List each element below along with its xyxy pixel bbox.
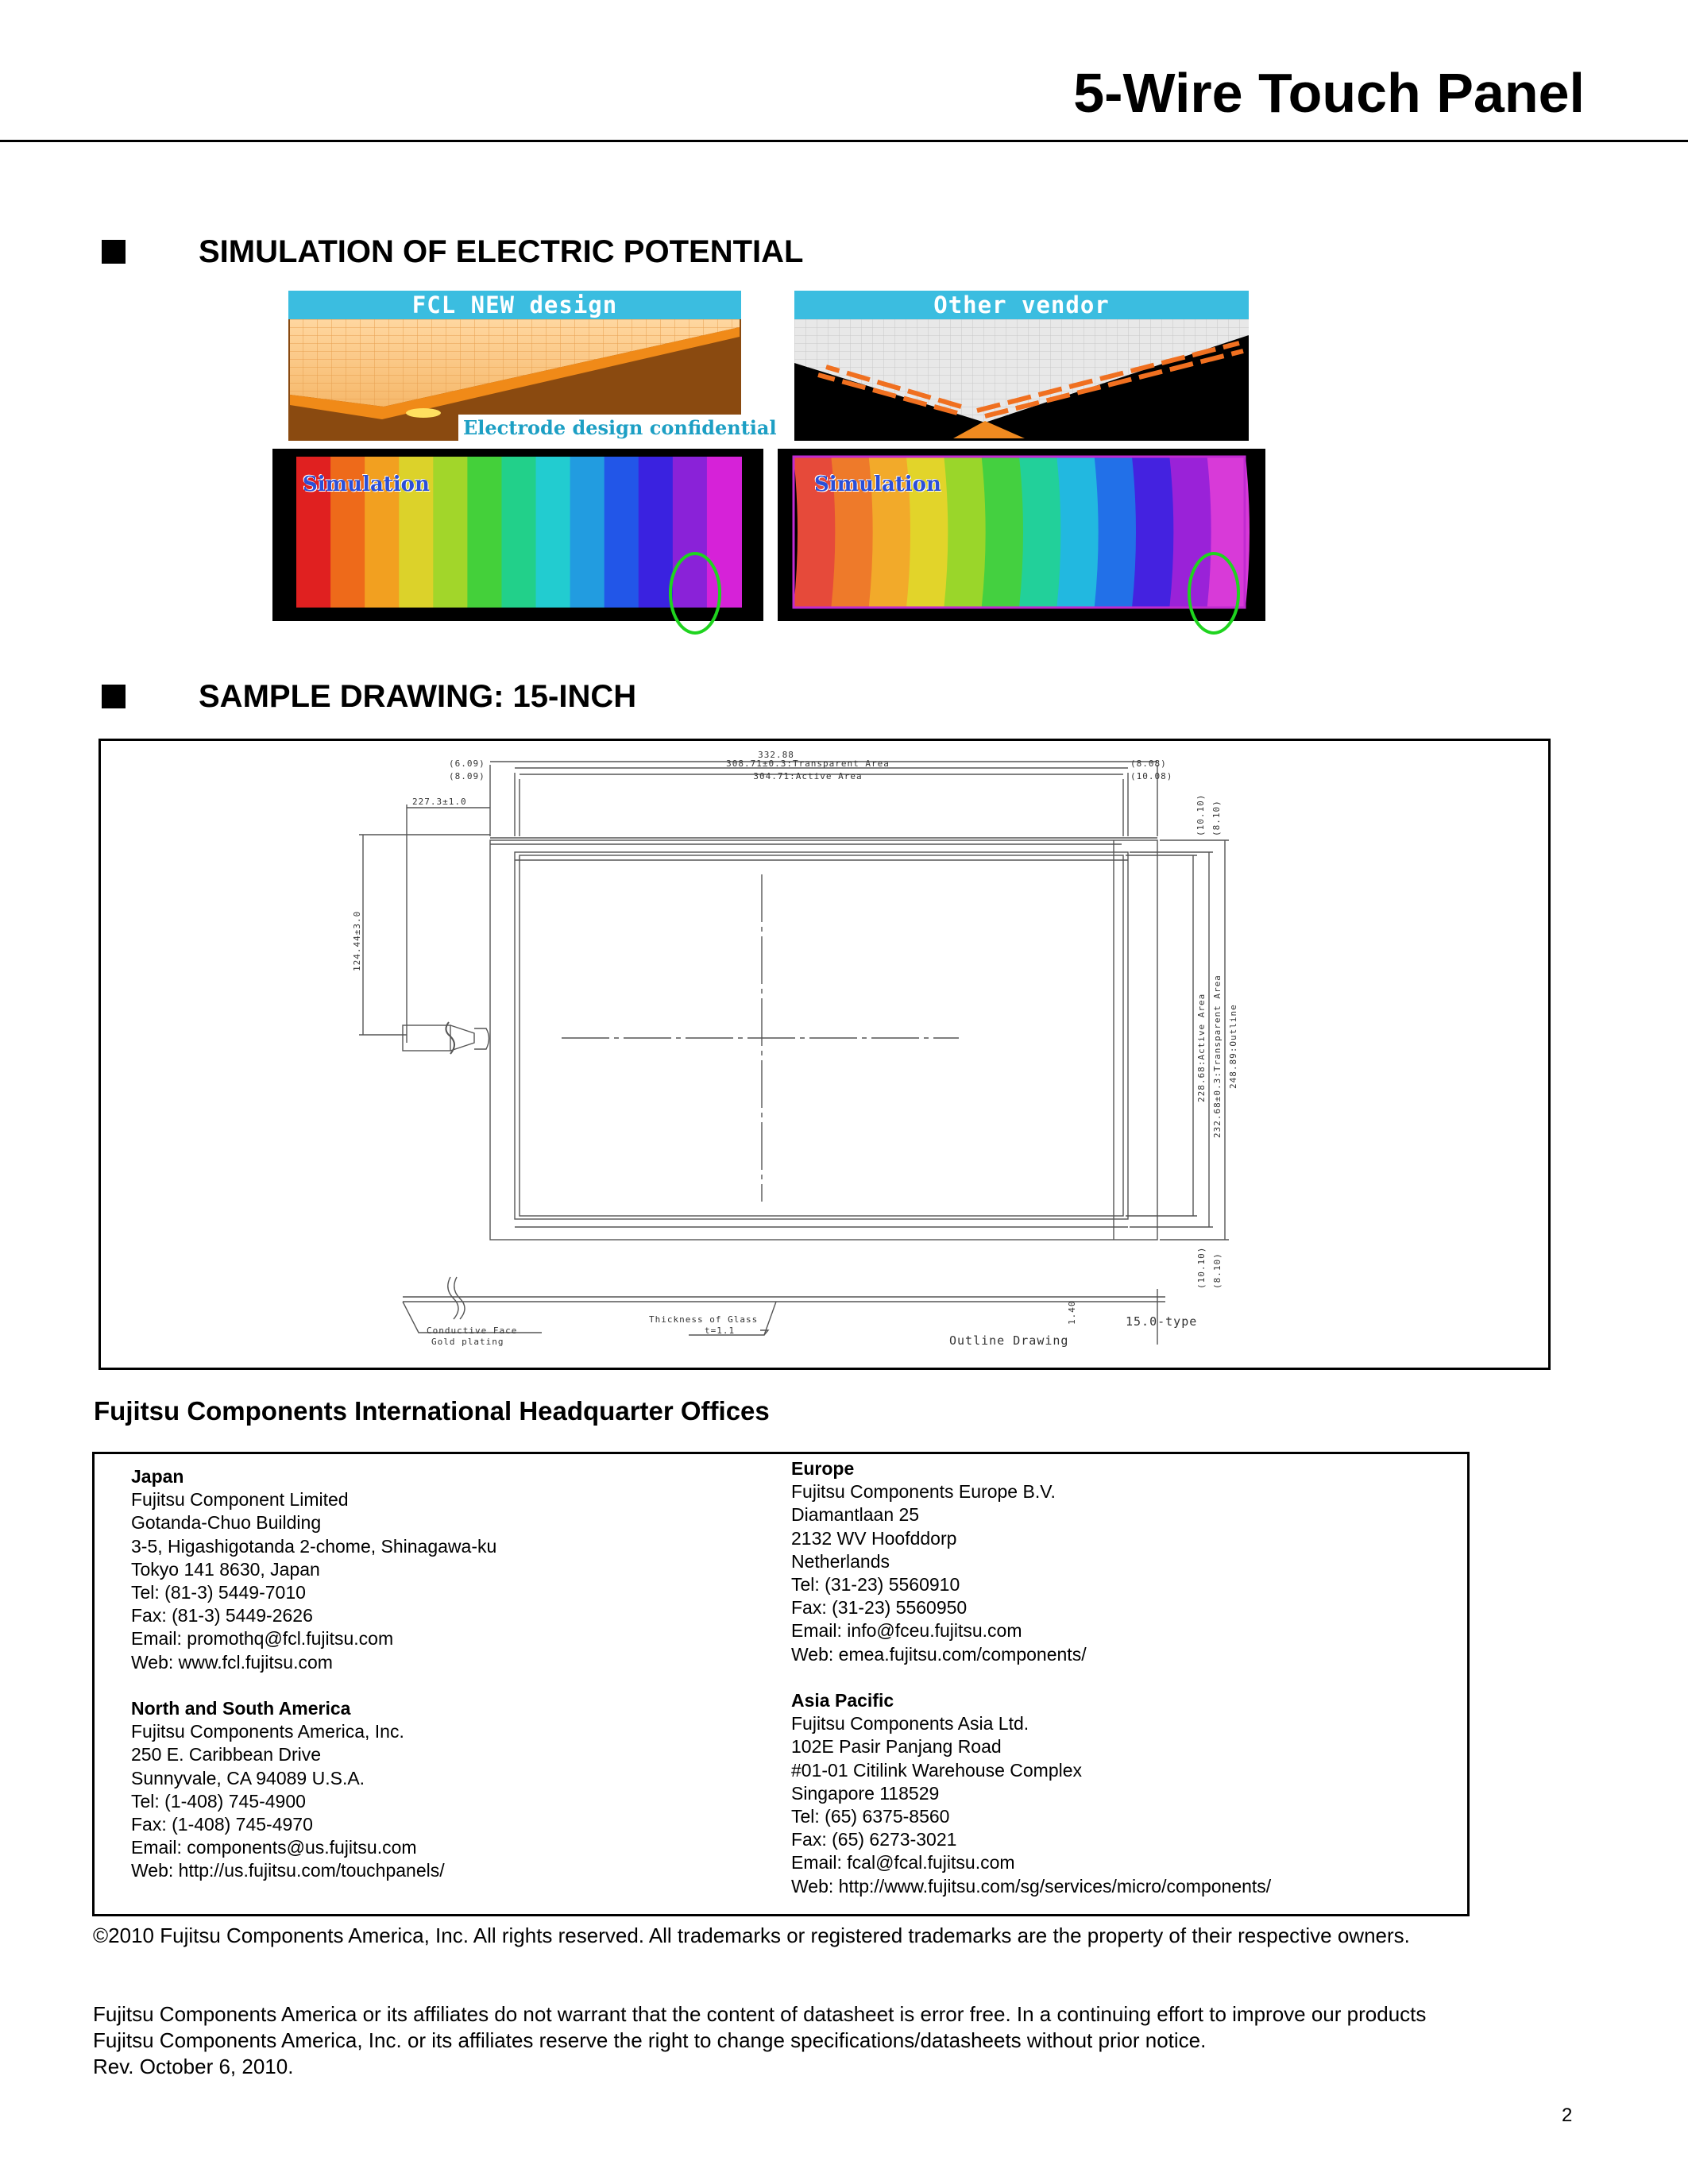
dim-outline-height: 248.89:Outline [1228, 1004, 1238, 1089]
america-line: Sunnyvale, CA 94089 U.S.A. [131, 1767, 365, 1788]
japan-web: Web: www.fcl.fujitsu.com [131, 1651, 333, 1673]
japan-line: Gotanda-Chuo Building [131, 1512, 322, 1534]
potential-band [1095, 457, 1137, 608]
outline-drawing [101, 741, 1548, 1368]
dim-tail-length: 227.3±1.0 [412, 797, 467, 807]
asia-line: Fax: (65) 6273-3021 [791, 1829, 957, 1850]
potential-band [467, 457, 502, 608]
asia-line: Singapore 118529 [791, 1782, 940, 1804]
page-number: 2 [1562, 2105, 1573, 2126]
other-vendor-electrode-image [794, 291, 1249, 441]
dim-left-bottom: (8.09) [449, 771, 485, 781]
america-line: Tel: (1-408) 745-4900 [131, 1790, 306, 1812]
other-vendor-label-bar: Other vendor [794, 291, 1249, 319]
america-line: Fujitsu Components America, Inc. [131, 1721, 404, 1742]
asia-web: Web: http://www.fujitsu.com/sg/services/micro/components/ [791, 1875, 1272, 1897]
europe-email: Email: info@fceu.fujitsu.com [791, 1620, 1022, 1642]
potential-band [1019, 457, 1061, 608]
label-conductive-face: Conductive Face [427, 1325, 518, 1336]
japan-line: Tokyo 141 8630, Japan [131, 1558, 320, 1580]
potential-band [570, 457, 605, 608]
fcl-simulation-label: Simulation [303, 473, 430, 496]
japan-line: Fax: (81-3) 5449-2626 [131, 1605, 313, 1626]
dim-active-height: 228.68:Active Area [1196, 993, 1207, 1102]
japan-line: 3-5, Higashigotanda 2-chome, Shinagawa-ku [131, 1535, 497, 1557]
label-thickness-value: t=1.1 [705, 1325, 736, 1336]
region-asia: Asia Pacific [791, 1690, 894, 1711]
region-america: North and South America [131, 1698, 351, 1719]
america-line: 250 E. Caribbean Drive [131, 1744, 322, 1765]
section-bullet-icon [102, 240, 126, 264]
dim-top-gap-2: (8.10) [1211, 800, 1222, 836]
asia-line: 102E Pasir Panjang Road [791, 1736, 1002, 1758]
dim-bottom-gap-1: (10.10) [1196, 1246, 1207, 1289]
potential-band [605, 457, 639, 608]
region-europe: Europe [791, 1458, 855, 1479]
dim-left-top: (6.09) [449, 758, 485, 769]
drawing-heading: SAMPLE DRAWING: 15-INCH [199, 679, 637, 714]
label-thickness-glass: Thickness of Glass [649, 1314, 759, 1325]
other-vendor-corner-render [794, 319, 1249, 441]
copyright-notice: ©2010 Fujitsu Components America, Inc. All rights reserved. All trademarks or registered trademarks are the property of their respective owners. [93, 1924, 1410, 1947]
label-gold-plating: Gold plating [431, 1337, 504, 1347]
simulation-heading: SIMULATION OF ELECTRIC POTENTIAL [199, 234, 804, 269]
europe-web: Web: emea.fujitsu.com/components/ [791, 1643, 1087, 1665]
office-europe [791, 1457, 1087, 1666]
europe-line: Fujitsu Components Europe B.V. [791, 1481, 1056, 1503]
fcl-electrode-image [288, 291, 777, 441]
dim-bottom-gap-2: (8.10) [1212, 1252, 1223, 1289]
header-rule [0, 140, 1688, 142]
potential-band [982, 457, 1024, 608]
dim-tail-offset: 124.44±3.0 [352, 910, 362, 971]
dim-active-width: 304.71:Active Area [753, 771, 863, 781]
america-line: Fax: (1-408) 745-4970 [131, 1814, 313, 1835]
europe-line: Netherlands [791, 1550, 890, 1572]
confidential-tag: Electrode design confidential [458, 415, 782, 441]
dim-right-top: (8.08) [1130, 758, 1167, 769]
disclaimer: Fujitsu Components America or its affiliates do not warrant that the content of datasheet is error free. In a continuing effort to improve our products Fujitsu Components America, Inc. or its affiliates reserve the right to change specifications/datasheets without prior notice. [93, 2002, 1427, 2052]
offices-heading: Fujitsu Components International Headquarter Offices [94, 1396, 770, 1426]
other-vendor-simulation-label: Simulation [814, 473, 941, 496]
office-japan [131, 1465, 496, 1674]
panel-outline [490, 840, 1157, 1240]
dim-top-gap-1: (10.10) [1196, 793, 1206, 836]
office-america [131, 1697, 445, 1883]
page-title: 5-Wire Touch Panel [1073, 62, 1585, 124]
potential-band [501, 457, 536, 608]
transparent-area [515, 852, 1128, 1219]
america-email: Email: components@us.fujitsu.com [131, 1837, 417, 1858]
active-area [520, 855, 1123, 1216]
office-asia [791, 1689, 1271, 1898]
dim-transparent-width: 308.71±0.3:Transparent Area [726, 758, 890, 769]
europe-line: Tel: (31-23) 5560910 [791, 1574, 960, 1596]
label-type: 15.0-type [1126, 1314, 1198, 1329]
asia-line: #01-01 Citilink Warehouse Complex [791, 1759, 1083, 1781]
dim-transparent-height: 232.68±0.3:Transparent Area [1212, 974, 1223, 1138]
label-outline-drawing: Outline Drawing [949, 1333, 1069, 1348]
other-vendor-highlight-circle [1184, 548, 1247, 639]
potential-band [1056, 457, 1099, 608]
potential-band [536, 457, 571, 608]
potential-band [944, 457, 986, 608]
offices-box [92, 1452, 1470, 1916]
fcl-highlight-circle [663, 548, 727, 639]
japan-email: Email: promothq@fcl.fujitsu.com [131, 1628, 394, 1650]
dim-overall-width: 332.88 [758, 750, 794, 760]
asia-line: Tel: (65) 6375-8560 [791, 1806, 950, 1827]
section-bullet-icon [102, 685, 126, 708]
japan-line: Tel: (81-3) 5449-7010 [131, 1582, 306, 1603]
america-web: Web: http://us.fujitsu.com/touchpanels/ [131, 1860, 445, 1881]
asia-email: Email: fcal@fcal.fujitsu.com [791, 1852, 1015, 1873]
revision-date: Rev. October 6, 2010. [93, 2055, 294, 2078]
europe-line: 2132 WV Hoofddorp [791, 1527, 957, 1549]
japan-line: Fujitsu Component Limited [131, 1489, 349, 1511]
potential-band [433, 457, 468, 608]
europe-line: Diamantlaan 25 [791, 1504, 920, 1526]
sample-drawing-frame [98, 739, 1551, 1370]
dim-thickness: 1.40 [1067, 1300, 1077, 1325]
europe-line: Fax: (31-23) 5560950 [791, 1597, 968, 1619]
fcl-label-bar: FCL NEW design [288, 291, 741, 319]
region-japan: Japan [131, 1466, 184, 1487]
asia-line: Fujitsu Components Asia Ltd. [791, 1713, 1029, 1734]
potential-band [1132, 457, 1174, 608]
dim-right-bottom: (10.08) [1130, 771, 1173, 781]
